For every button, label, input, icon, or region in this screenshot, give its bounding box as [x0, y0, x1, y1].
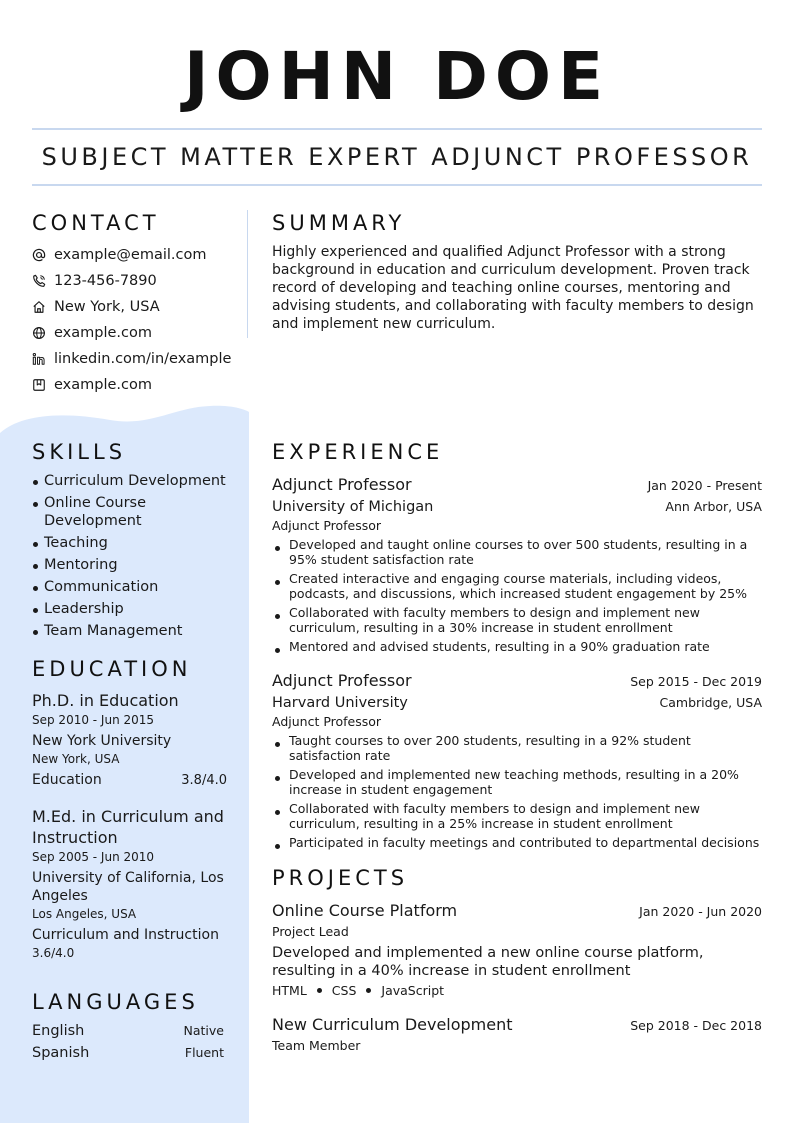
tag-separator [317, 988, 322, 993]
contact-email[interactable] [32, 242, 242, 268]
projects-section [272, 866, 762, 1054]
job-title: Adjunct Professor [272, 475, 412, 494]
job-entry [272, 474, 762, 654]
column-divider [247, 210, 248, 338]
education-item [32, 806, 227, 962]
project-role: Team Member [272, 1038, 361, 1053]
job-bullet: Developed and taught online courses to over 500 students, resulting in a 95% student satisfaction rate [272, 537, 762, 567]
at-icon [32, 248, 54, 262]
project-title: Online Course Platform [272, 901, 458, 920]
education-gpa: 3.8/4.0 [181, 773, 227, 788]
languages-section [32, 990, 224, 1064]
contact-phone[interactable] [32, 268, 242, 294]
project-dates: Sep 2018 - Dec 2018 [630, 1018, 762, 1033]
job-role: Adjunct Professor [272, 518, 382, 533]
job-bullet: Mentored and advised students, resulting in a 90% graduation rate [272, 639, 762, 654]
job-location: Ann Arbor, USA [665, 499, 762, 514]
education-field-row [32, 771, 227, 790]
summary-text: Highly experienced and qualified Adjunct Professor with a strong background in education and curriculum development. Proven track record of developing and teaching online courses, mentoring and advising students, and collaborating with faculty members to design and implement new curriculum. [272, 244, 754, 332]
job-bullet: Developed and implemented new teaching methods, resulting in a 20% increase in student engagement [272, 767, 762, 797]
skill-item: Leadership [32, 600, 227, 618]
tag-separator [366, 988, 371, 993]
language-name: English [32, 1023, 85, 1039]
home-icon [32, 300, 54, 314]
phone-icon [32, 274, 54, 288]
contact-title: CONTACT [32, 211, 160, 235]
contact-linkedin-text: linkedin.com/in/example [54, 351, 232, 367]
project-description: Developed and implemented a new online course platform, resulting in a 40% increase in student enrollment [272, 945, 704, 979]
project-entry [272, 1014, 762, 1054]
summary-section [272, 211, 762, 333]
languages-title: LANGUAGES [32, 990, 199, 1014]
contact-portfolio[interactable] [32, 372, 242, 398]
contact-linkedin[interactable] [32, 346, 242, 372]
education-school: New York University [32, 733, 172, 749]
project-tags [272, 983, 762, 998]
job-dates: Sep 2015 - Dec 2019 [630, 674, 762, 689]
contact-location [32, 294, 242, 320]
education-school: University of California, Los Angeles [32, 870, 224, 904]
education-location: New York, USA [32, 752, 120, 766]
contact-location-text: New York, USA [54, 299, 160, 315]
job-bullet: Participated in faculty meetings and contributed to departmental decisions [272, 835, 762, 850]
contact-phone-text: 123-456-7890 [54, 273, 157, 289]
job-bullet: Collaborated with faculty members to design and implement new curriculum, resulting in a 30% increase in student enrollment [272, 605, 762, 635]
education-item [32, 690, 227, 790]
contact-section [32, 211, 242, 398]
skill-item: Team Management [32, 622, 227, 640]
project-title: New Curriculum Development [272, 1015, 513, 1034]
contact-portfolio-text: example.com [54, 377, 152, 393]
job-entry [272, 670, 762, 850]
project-tag: CSS [331, 983, 357, 998]
education-degree: M.Ed. in Curriculum and Instruction [32, 807, 224, 847]
language-level: Fluent [184, 1045, 224, 1060]
header-rule-top [32, 128, 762, 130]
skill-item: Teaching [32, 534, 227, 552]
job-bullet: Taught courses to over 200 students, resulting in a 92% student satisfaction rate [272, 733, 762, 763]
job-title: Adjunct Professor [272, 671, 412, 690]
skill-item: Curriculum Development [32, 472, 227, 490]
job-organization: University of Michigan [272, 499, 434, 515]
education-gpa: 3.6/4.0 [32, 946, 75, 960]
education-location: Los Angeles, USA [32, 907, 137, 921]
education-dates: Sep 2010 - Jun 2015 [32, 713, 155, 727]
experience-section [272, 440, 762, 854]
skills-section [32, 440, 227, 644]
project-dates: Jan 2020 - Jun 2020 [639, 904, 762, 919]
project-tag: HTML [272, 983, 307, 998]
language-name: Spanish [32, 1045, 90, 1061]
language-row [32, 1042, 224, 1064]
candidate-title: SUBJECT MATTER EXPERT ADJUNCT PROFESSOR [41, 143, 753, 171]
language-row [32, 1020, 224, 1042]
language-level: Native [183, 1023, 224, 1038]
skill-item: Online Course Development [32, 494, 227, 530]
skills-title: SKILLS [32, 440, 127, 464]
header-rule-bottom [32, 184, 762, 186]
project-role: Project Lead [272, 924, 349, 939]
contact-website[interactable] [32, 320, 242, 346]
education-field: Education [32, 772, 102, 788]
globe-icon [32, 326, 54, 340]
summary-title: SUMMARY [272, 211, 406, 235]
education-title: EDUCATION [32, 657, 192, 681]
project-tag: JavaScript [381, 983, 445, 998]
projects-title: PROJECTS [272, 866, 409, 890]
education-dates: Sep 2005 - Jun 2010 [32, 850, 155, 864]
education-field: Curriculum and Instruction [32, 927, 219, 943]
education-degree: Ph.D. in Education [32, 691, 179, 710]
candidate-name: JOHN DOE [183, 38, 611, 115]
linkedin-icon [32, 352, 54, 366]
contact-website-text: example.com [54, 325, 152, 341]
skill-item: Communication [32, 578, 227, 596]
job-dates: Jan 2020 - Present [647, 478, 762, 493]
contact-email-text: example@email.com [54, 247, 207, 263]
skill-item: Mentoring [32, 556, 227, 574]
education-section [32, 657, 227, 962]
job-bullet: Collaborated with faculty members to design and implement new curriculum, resulting in a 25% increase in student enrollment [272, 801, 762, 831]
job-organization: Harvard University [272, 695, 408, 711]
bookmark-icon [32, 378, 54, 392]
project-entry [272, 900, 762, 998]
job-location: Cambridge, USA [659, 695, 762, 710]
job-role: Adjunct Professor [272, 714, 382, 729]
job-bullet: Created interactive and engaging course materials, including videos, podcasts, and discussions, which increased student engagement by 25% [272, 571, 762, 601]
experience-title: EXPERIENCE [272, 440, 444, 464]
